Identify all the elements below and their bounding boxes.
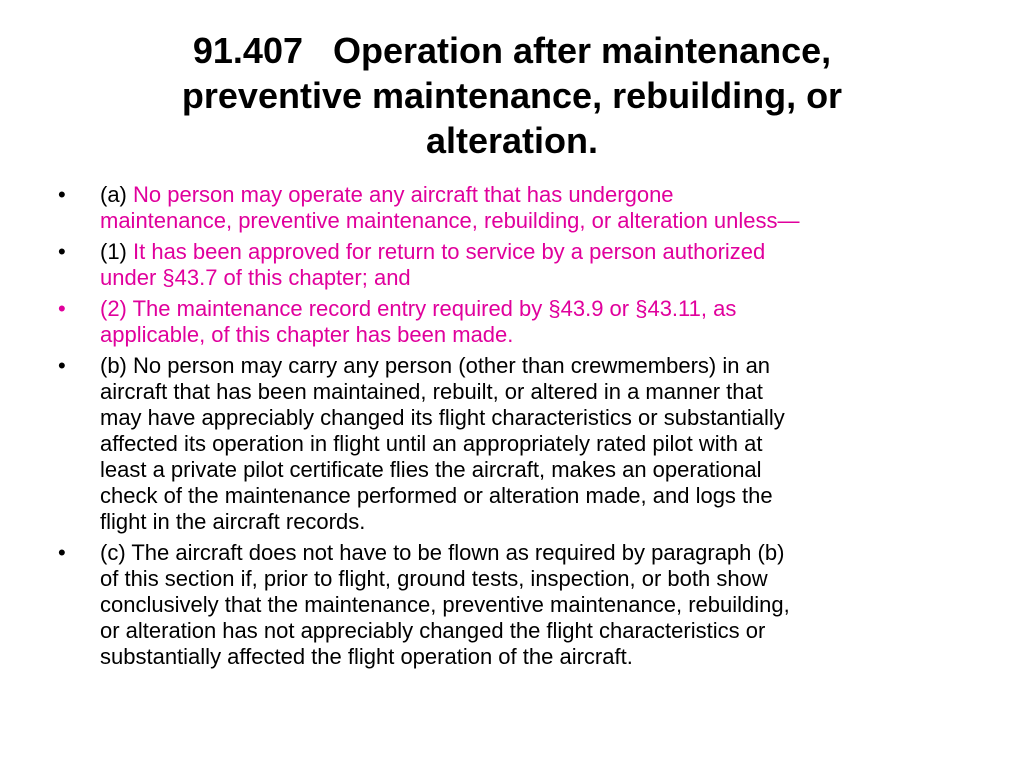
bullet-item-a — [58, 182, 988, 234]
bullet-line — [100, 239, 988, 265]
bullet-line: of this section if, prior to flight, ground tests, inspection, or both show — [100, 566, 768, 591]
bullet-line: flight in the aircraft records. — [100, 509, 366, 534]
bullet-line: applicable, of this chapter has been made. — [100, 322, 514, 347]
bullet-marker: • — [58, 353, 66, 378]
bullet-line: (b) No person may carry any person (other than crewmembers) in an — [100, 353, 771, 378]
slide-title — [60, 28, 964, 163]
title-line-3: alteration. — [425, 120, 599, 161]
bullet-line: under §43.7 of this chapter; and — [100, 265, 411, 290]
bullet-line: conclusively that the maintenance, preventive maintenance, rebuilding, — [100, 592, 790, 617]
bullet-prefix: (1) — [100, 239, 133, 264]
bullet-line: least a private pilot certificate flies the aircraft, makes an operational — [100, 457, 762, 482]
bullet-item-c — [58, 540, 988, 670]
bullet-text: It has been approved for return to service by a person authorized — [133, 239, 766, 264]
bullet-marker: • — [58, 540, 66, 565]
bullet-line: aircraft that has been maintained, rebuilt, or altered in a manner that — [100, 379, 763, 404]
bullet-line: or alteration has not appreciably changed the flight characteristics or — [100, 618, 766, 643]
bullet-item-1 — [58, 239, 988, 291]
bullet-marker: • — [58, 239, 66, 264]
bullet-line: may have appreciably changed its flight characteristics or substantially — [100, 405, 785, 430]
bullet-item-2 — [58, 296, 988, 348]
title-line-1: 91.407 Operation after maintenance, — [192, 30, 832, 71]
bullet-marker: • — [58, 182, 66, 207]
bullet-prefix: (a) — [100, 182, 133, 207]
bullet-line: (2) The maintenance record entry required by §43.9 or §43.11, as — [100, 296, 737, 321]
bullet-marker: • — [58, 296, 66, 321]
bullet-line: (c) The aircraft does not have to be flown as required by paragraph (b) — [100, 540, 785, 565]
bullet-text: No person may operate any aircraft that has undergone — [133, 182, 674, 207]
bullet-item-b — [58, 353, 988, 535]
bullet-line: affected its operation in flight until an appropriately rated pilot with at — [100, 431, 763, 456]
bullet-list — [58, 182, 988, 675]
bullet-line: check of the maintenance performed or alteration made, and logs the — [100, 483, 773, 508]
bullet-line — [100, 182, 988, 208]
title-line-2: preventive maintenance, rebuilding, or — [181, 75, 843, 116]
bullet-line: maintenance, preventive maintenance, rebuilding, or alteration unless— — [100, 208, 800, 233]
bullet-line: substantially affected the flight operation of the aircraft. — [100, 644, 633, 669]
